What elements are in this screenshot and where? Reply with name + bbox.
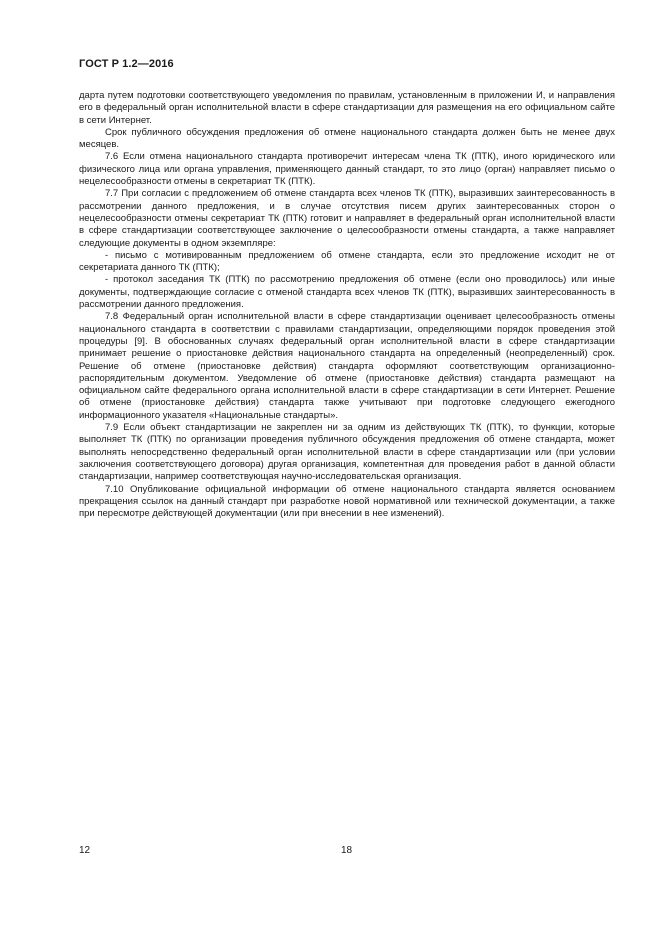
paragraph-continuation: дарта путем подготовки соответствующего уведомления по правилам, установленным в приложении И, и направления его в федеральный орган исполнительной власти в сфере стандартизации для размещения на его официальном сайте в сети Интернет. [79,90,615,126]
paragraph-7-9: 7.9 Если объект стандартизации не закреплен ни за одним из действующих ТК (ПТК), то функции, которые выполняет ТК (ПТК) по организации проведения публичного обсуждения предложения об отмене стандарта, может выполнять непосредственно федеральный орган исполнительной власти в сфере стандартизации или (при условии заключения соответствующего договора) другая организация, компетентная для проведения работ в данной области стандартизации, например соответствующая научно-исследовательская организация. [79,422,615,483]
paragraph-7-6: 7.6 Если отмена национального стандарта противоречит интересам члена ТК (ПТК), иного юридического или физического лица или органа управления, применяющего данный стандарт, то это лицо (орган) направляет письмо о нецелесообразности отмены в секретариат ТК (ПТК). [79,151,615,188]
list-item-protocol: - протокол заседания ТК (ПТК) по рассмотрению предложения об отмене (если оно проводилось) или иные документы, подтверждающие согласие с отменой стандарта всех членов ТК (ПТК), выразивших заинтересованность в рассмотрении данного предложения. [79,274,615,311]
document-header: ГОСТ Р 1.2—2016 [79,58,174,70]
sheet-number: 18 [341,845,353,856]
paragraph-7-7: 7.7 При согласии с предложением об отмене стандарта всех членов ТК (ПТК), выразивших заинтересованность в рассмотрении данного предложения, и в случае отсутствия писем других заинтересованных сторон о нецелесообразности отмены секретариат ТК (ПТК) готовит и направляет в федеральный орган исполнительной власти в сфере стандартизации соответствующее заключение о целесообразности отмены стандарта, а также направляет следующие документы в одном экземпляре: [79,188,615,249]
document-body [79,90,615,520]
paragraph-7-8: 7.8 Федеральный орган исполнительной власти в сфере стандартизации оценивает целесообразность отмены национального стандарта в соответствии с правилами стандартизации, определяющими порядок проведения этой процедуры [9]. В обоснованных случаях федеральный орган исполнительной власти в сфере стандартизации принимает решение о приостановке действия национального стандарта на определенный (неопределенный) срок. Решение об отмене (приостановке действия) стандарта оформляют соответствующим организационно-распорядительным документом. Уведомление об отмене (приостановке действия) стандарта размещают на официальном сайте федерального органа исполнительной власти в сфере стандартизации в сети Интернет. Решение об отмене (приостановке действия) стандарта также учитывают при подготовке следующего ежегодного информационного указателя «Национальные стандарты». [79,311,615,421]
page-number: 12 [79,845,91,856]
list-item-letter: - письмо с мотивированным предложением об отмене стандарта, если это предложение исходит не от секретариата данного ТК (ПТК); [79,249,615,274]
paragraph-discussion-period: Срок публичного обсуждения предложения об отмене национального стандарта должен быть не менее двух месяцев. [79,126,615,151]
paragraph-7-10: 7.10 Опубликование официальной информации об отмене национального стандарта является основанием прекращения ссылок на данный стандарт при разработке новой нормативной или технической документации, а также при пересмотре действующей документации (или при внесении в нее изменений). [79,483,615,520]
